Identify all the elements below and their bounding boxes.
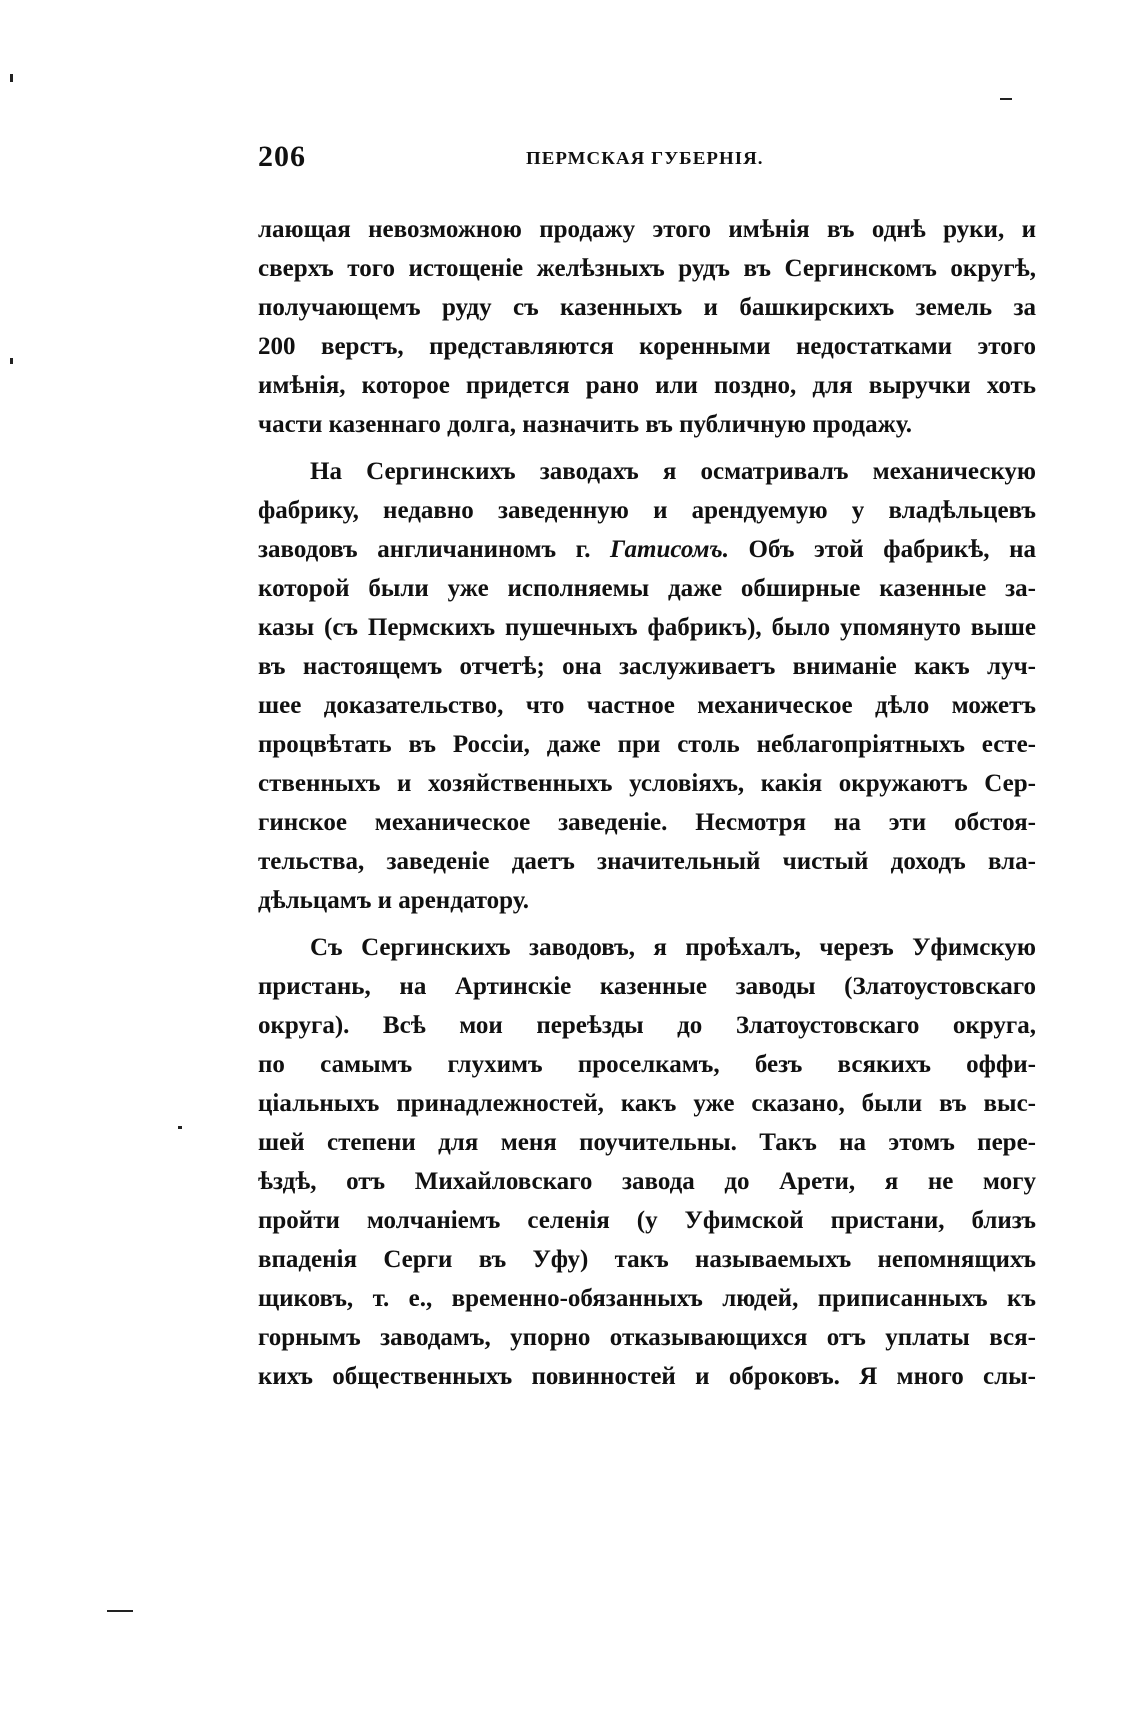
text-line: На Сергинскихъ заводахъ я осматривалъ механическую (310, 458, 1036, 485)
text-line: округа). Всѣ мои переѣзды до Златоустовскаго округа, (258, 1012, 1036, 1039)
text-line: сверхъ того истощеніе желѣзныхъ рудъ въ Сергинскомъ округѣ, (258, 255, 1036, 282)
text-line: шей степени для меня поучительны. Такъ на этомъ пере- (258, 1129, 1036, 1156)
text-line: 200 верстъ, представляются коренными недостатками этого (258, 333, 1036, 360)
text-line: гинское механическое заведеніе. Несмотря на эти обстоя- (258, 809, 1036, 836)
text-line-with-name (258, 530, 1036, 569)
page-number: 206 (258, 140, 306, 173)
text-line: впаденія Серги въ Уфу) такъ называемыхъ непомнящихъ (258, 1246, 1036, 1273)
text-segment: заводовъ англичаниномъ г. (258, 536, 591, 563)
text-line: части казеннаго долга, назначить въ публичную продажу. (258, 411, 912, 438)
text-line: пройти молчаніемъ селенія (у Уфимской пристани, близъ (258, 1207, 1036, 1234)
running-head: ПЕРМСКАЯ ГУБЕРНІЯ. (526, 148, 764, 168)
text-line: Съ Сергинскихъ заводовъ, я проѣхалъ, черезъ Уфимскую (310, 934, 1036, 961)
text-line: ственныхъ и хозяйственныхъ условіяхъ, какія окружаютъ Сер- (258, 770, 1036, 797)
scan-mark (107, 1610, 133, 1612)
text-segment: Объ этой фабрикѣ, на (748, 536, 1036, 563)
text-line: горнымъ заводамъ, упорно отказывающихся отъ уплаты вся- (258, 1324, 1036, 1351)
body-text (258, 210, 1036, 1396)
scan-mark (178, 1126, 182, 1129)
text-line: въ настоящемъ отчетѣ; она заслуживаетъ вниманіе какъ луч- (258, 653, 1036, 680)
text-line: ѣздѣ, отъ Михайловскаго завода до Арети, я не могу (258, 1168, 1036, 1195)
text-line: тельства, заведеніе даетъ значительный чистый доходъ вла- (258, 848, 1036, 875)
scan-mark (10, 358, 13, 364)
text-line: по самымъ глухимъ проселкамъ, безъ всякихъ оффи- (258, 1051, 1036, 1078)
text-line: процвѣтать въ Россіи, даже при столь неблагопріятныхъ есте- (258, 731, 1036, 758)
page-header (258, 140, 1036, 184)
text-line: лающая невозможною продажу этого имѣнія въ однѣ руки, и (258, 216, 1036, 243)
text-line: имѣнія, которое придется рано или поздно, для выручки хоть (258, 372, 1036, 399)
text-line: кихъ общественныхъ повинностей и оброковъ. Я много слы- (258, 1363, 1036, 1390)
text-line: которой были уже исполняемы даже обширные казенные за- (258, 575, 1036, 602)
text-line: фабрику, недавно заведенную и арендуемую у владѣльцевъ (258, 497, 1036, 524)
text-line: ціальныхъ принадлежностей, какъ уже сказано, были въ выс- (258, 1090, 1036, 1117)
text-line: казы (съ Пермскихъ пушечныхъ фабрикъ), было упомянуто выше (258, 614, 1036, 641)
text-line: щиковъ, т. е., временно-обязанныхъ людей, приписанныхъ къ (258, 1285, 1036, 1312)
text-line: пристань, на Артинскіе казенные заводы (Златоустовскаго (258, 973, 1036, 1000)
text-line: дѣльцамъ и арендатору. (258, 887, 529, 914)
text-line: шее доказательство, что частное механическое дѣло можетъ (258, 692, 1036, 719)
person-name: Гатисомъ. (610, 536, 729, 563)
scan-mark (10, 74, 13, 82)
scan-mark (1000, 98, 1012, 100)
text-line: получающемъ руду съ казенныхъ и башкирскихъ земель за (258, 294, 1036, 321)
